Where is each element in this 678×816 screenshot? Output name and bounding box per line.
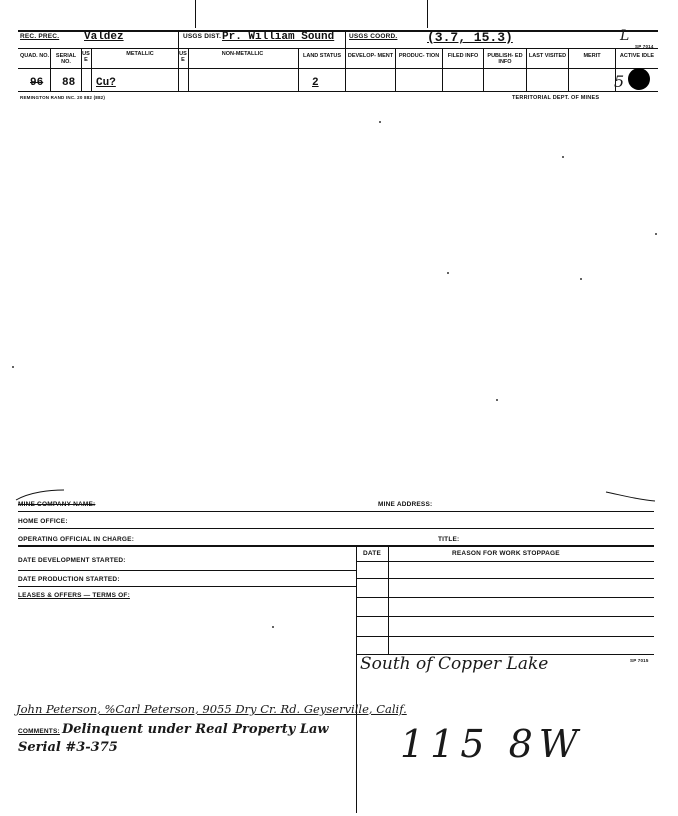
- scan-speck: [447, 272, 449, 274]
- form-number: SP 7014: [635, 44, 654, 49]
- reason-col-label: REASON FOR WORK STOPPAGE: [452, 550, 560, 557]
- card-torn-edge: [0, 478, 678, 508]
- serial-no-value: 88: [62, 77, 76, 89]
- usgs-dist-label: USGS DIST.: [183, 33, 222, 40]
- operating-official-label: OPERATING OFFICIAL IN CHARGE:: [18, 536, 135, 543]
- col-header-last-visited: LAST VISITED: [528, 53, 567, 59]
- col-header-quad: QUAD. NO.: [19, 53, 50, 59]
- land-status-value: 2: [312, 77, 319, 89]
- col-header-active-idle: ACTIVE IDLE: [619, 53, 655, 59]
- prod-started-label: DATE PRODUCTION STARTED:: [18, 576, 120, 583]
- dev-started-label: DATE DEVELOPMENT STARTED:: [18, 557, 126, 564]
- table-row-line: [356, 616, 654, 617]
- mine-address-label: MINE ADDRESS:: [378, 501, 433, 508]
- table-divider: [356, 545, 357, 813]
- row-divider: [18, 68, 658, 69]
- form-number: SP 7015: [630, 658, 649, 663]
- col-header-metallic: METALLIC: [126, 51, 154, 57]
- rec-prec-value: Valdez: [84, 31, 124, 43]
- table-row-line: [356, 636, 654, 637]
- col-header-use: USE: [179, 51, 187, 63]
- date-col-label: DATE: [363, 550, 382, 557]
- usgs-coord-value: (3.7, 15.3): [427, 30, 513, 45]
- active-idle-value: 5: [614, 72, 625, 91]
- col-header-merit: MERIT: [583, 53, 601, 59]
- mine-company-name-label: MINE COMPANY NAME:: [18, 501, 96, 508]
- location-note: South of Copper Lake: [360, 654, 549, 674]
- table-row-line: [356, 578, 654, 579]
- table-row-line: [356, 597, 654, 598]
- col-header-development: DEVELOP- MENT: [347, 53, 394, 59]
- scan-line: [427, 0, 428, 28]
- comments-text: Delinquent under Real Property Law: [62, 722, 329, 737]
- department-footer: TERRITORIAL DEPT. OF MINES: [512, 95, 600, 101]
- col-header-land-status: LAND STATUS: [303, 53, 341, 59]
- scan-speck: [272, 626, 274, 628]
- table-row-line: [356, 561, 654, 562]
- printer-footer: REMINGTON RAND INC. 20 882 (882): [20, 95, 106, 100]
- divider: [345, 30, 346, 92]
- col-header-serial: SERIAL NO.: [55, 53, 77, 65]
- serial-note: Serial #3-375: [18, 740, 118, 755]
- usgs-coord-label: USGS COORD.: [349, 33, 398, 40]
- big-number: 115 8W: [400, 722, 584, 766]
- row-divider: [18, 528, 654, 529]
- row-divider: [18, 511, 654, 512]
- punch-hole: [628, 68, 650, 90]
- title-label: TITLE:: [438, 536, 460, 543]
- scan-speck: [496, 399, 498, 401]
- col-header-use: USE: [82, 51, 90, 63]
- row-divider: [18, 570, 356, 571]
- comments-label: COMMENTS:: [18, 728, 60, 735]
- corner-mark: L: [620, 28, 630, 44]
- home-office-label: HOME OFFICE:: [18, 518, 68, 525]
- usgs-dist-value: Pr. William Sound: [222, 31, 335, 43]
- row-divider: [18, 586, 356, 587]
- row-divider: [18, 545, 654, 547]
- scan-line: [195, 0, 196, 28]
- scan-speck: [379, 121, 381, 123]
- row-divider: [18, 48, 658, 49]
- col-header-filed-info: FILED INFO: [447, 53, 479, 59]
- scan-speck: [562, 156, 564, 158]
- col-header-non-metallic: NON-METALLIC: [221, 51, 264, 57]
- quad-no-value: 96: [30, 77, 44, 89]
- scan-speck: [580, 278, 582, 280]
- metallic-value: Cu?: [96, 77, 116, 89]
- owner-line: John Peterson, %Carl Peterson, 9055 Dry Cr. Rd. Geyserville, Calif.: [16, 702, 407, 716]
- col-header-published-info: PUBLISH- ED INFO: [487, 53, 523, 65]
- col-divider: [91, 48, 92, 92]
- col-divider: [188, 48, 189, 92]
- leases-label: LEASES & OFFERS — TERMS OF:: [18, 592, 130, 599]
- rec-prec-label: REC. PREC.: [20, 33, 60, 40]
- scan-speck: [12, 366, 14, 368]
- scan-speck: [655, 233, 657, 235]
- card-bottom-border: [18, 91, 658, 92]
- col-header-production: PRODUC- TION: [398, 53, 440, 59]
